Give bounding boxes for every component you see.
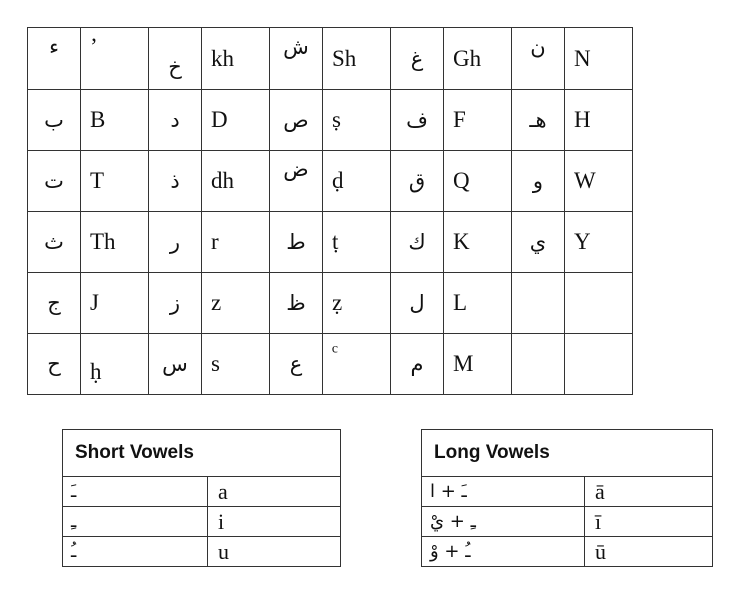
vowel-row — [422, 477, 713, 507]
arabic-letter: ب — [28, 90, 81, 151]
transliteration: Th — [81, 212, 149, 273]
arabic-letter: هـ — [512, 90, 565, 151]
vowel-value: ā — [585, 477, 713, 507]
arabic-letter: ت — [28, 151, 81, 212]
transliteration: ṣ — [323, 90, 391, 151]
vowel-mark: ـَ — [63, 477, 208, 507]
arabic-letter: ظ — [270, 273, 323, 334]
alphabet-row — [28, 273, 633, 334]
arabic-letter: ء — [28, 28, 81, 90]
long-vowels-table — [421, 429, 713, 567]
alphabet-row — [28, 334, 633, 395]
transliteration: ḍ — [323, 151, 391, 212]
alphabet-table — [27, 27, 633, 395]
transliteration: T — [81, 151, 149, 212]
vowel-mark: ـُ + وْ — [422, 537, 585, 567]
alphabet-row — [28, 28, 633, 90]
empty-cell — [512, 334, 565, 395]
vowel-mark: ـِ + يْ — [422, 507, 585, 537]
vowel-mark: ـُ — [63, 537, 208, 567]
arabic-letter: غ — [391, 28, 444, 90]
vowel-row — [422, 507, 713, 537]
vowel-mark: ـِ — [63, 507, 208, 537]
vowel-mark: ـَ + ا — [422, 477, 585, 507]
short-vowels-title: Short Vowels — [63, 430, 341, 477]
alphabet-row — [28, 151, 633, 212]
transliteration: F — [444, 90, 512, 151]
transliteration: B — [81, 90, 149, 151]
transliteration: ᶜ — [323, 334, 391, 395]
transliteration: s — [202, 334, 270, 395]
transliteration: ḥ — [81, 334, 149, 395]
alphabet-row — [28, 212, 633, 273]
arabic-letter: ج — [28, 273, 81, 334]
arabic-letter: ي — [512, 212, 565, 273]
transliteration: M — [444, 334, 512, 395]
arabic-letter: ح — [28, 334, 81, 395]
arabic-letter: د — [149, 90, 202, 151]
transliteration: N — [565, 28, 633, 90]
vowel-value: a — [208, 477, 341, 507]
vowel-value: ū — [585, 537, 713, 567]
alphabet-row — [28, 90, 633, 151]
long-vowels-title: Long Vowels — [422, 430, 713, 477]
vowel-value: i — [208, 507, 341, 537]
transliteration: ẓ — [323, 273, 391, 334]
transliteration: Sh — [323, 28, 391, 90]
transliteration: ’ — [81, 28, 149, 90]
empty-cell — [512, 273, 565, 334]
arabic-letter: ع — [270, 334, 323, 395]
arabic-letter: ش — [270, 28, 323, 90]
vowel-row — [422, 537, 713, 567]
arabic-letter: خ — [149, 28, 202, 90]
transliteration: dh — [202, 151, 270, 212]
transliteration: J — [81, 273, 149, 334]
short-vowels-table — [62, 429, 341, 567]
transliteration: ṭ — [323, 212, 391, 273]
arabic-letter: ن — [512, 28, 565, 90]
transliteration: z — [202, 273, 270, 334]
vowel-row — [63, 477, 341, 507]
arabic-letter: و — [512, 151, 565, 212]
arabic-letter: م — [391, 334, 444, 395]
transliteration: D — [202, 90, 270, 151]
transliteration: Y — [565, 212, 633, 273]
arabic-letter: ك — [391, 212, 444, 273]
arabic-letter: ف — [391, 90, 444, 151]
transliteration: Q — [444, 151, 512, 212]
arabic-letter: ل — [391, 273, 444, 334]
vowel-row — [63, 507, 341, 537]
empty-cell — [565, 273, 633, 334]
transliteration: H — [565, 90, 633, 151]
vowel-value: u — [208, 537, 341, 567]
arabic-letter: ق — [391, 151, 444, 212]
arabic-letter: ض — [270, 151, 323, 212]
arabic-letter: س — [149, 334, 202, 395]
transliteration: K — [444, 212, 512, 273]
transliteration: L — [444, 273, 512, 334]
transliteration: W — [565, 151, 633, 212]
vowel-row — [63, 537, 341, 567]
arabic-letter: ص — [270, 90, 323, 151]
empty-cell — [565, 334, 633, 395]
arabic-letter: ط — [270, 212, 323, 273]
arabic-letter: ز — [149, 273, 202, 334]
arabic-letter: ر — [149, 212, 202, 273]
arabic-letter: ذ — [149, 151, 202, 212]
transliteration: kh — [202, 28, 270, 90]
arabic-letter: ث — [28, 212, 81, 273]
transliteration: Gh — [444, 28, 512, 90]
transliteration: r — [202, 212, 270, 273]
vowel-value: ī — [585, 507, 713, 537]
